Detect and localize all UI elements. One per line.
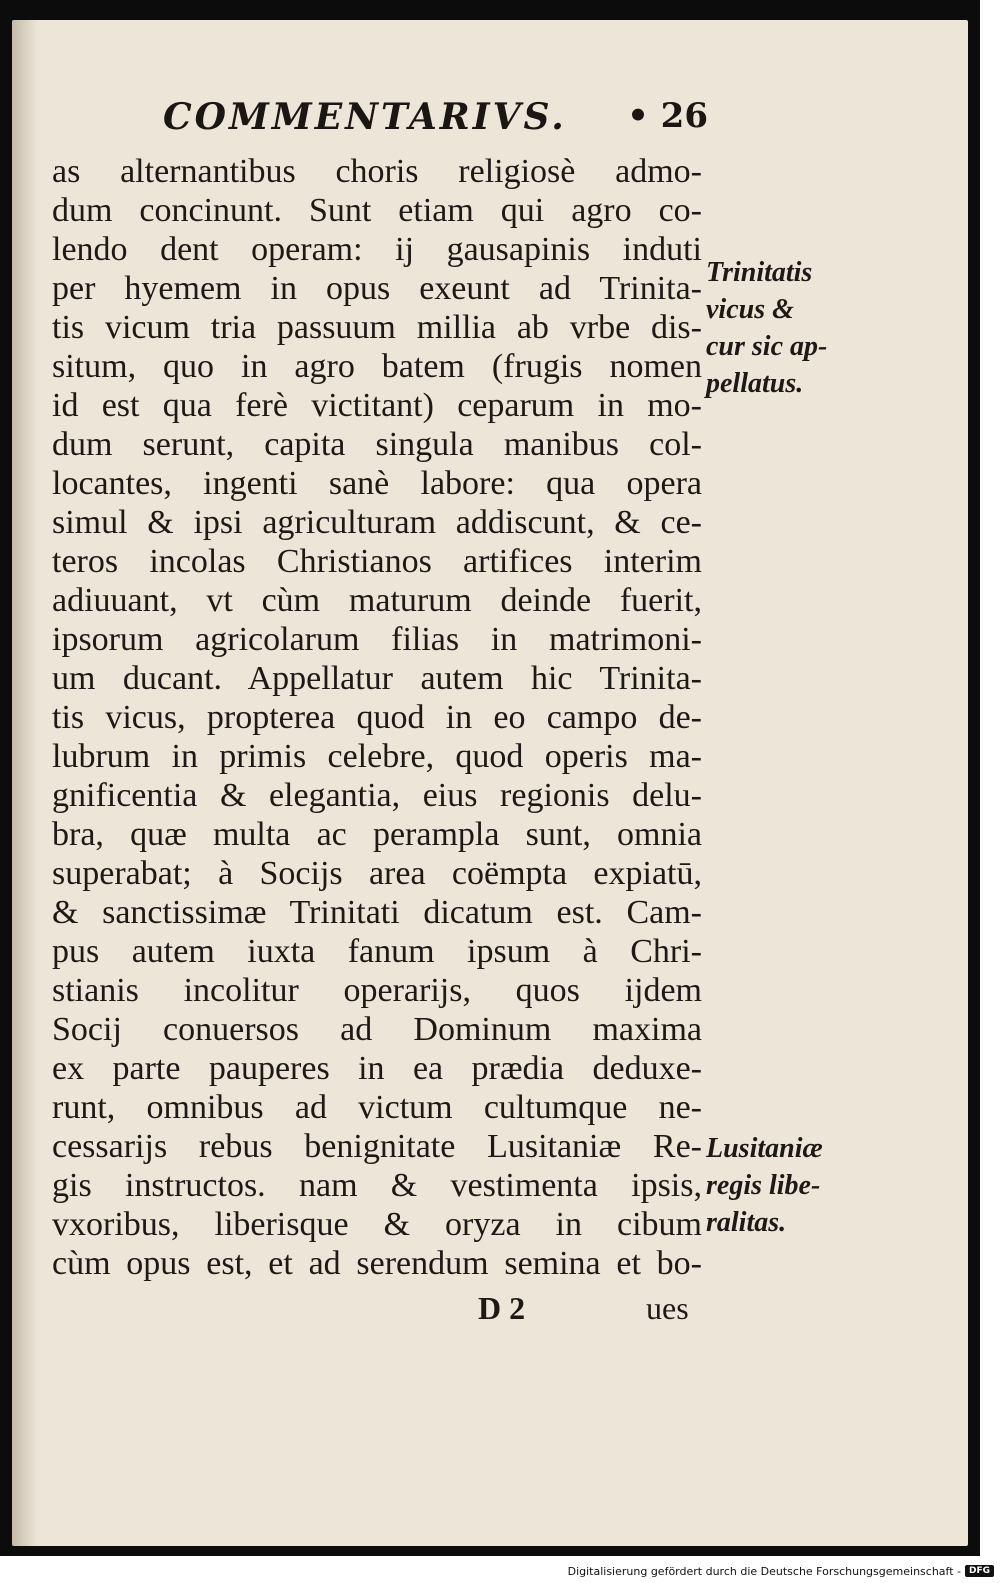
page-number: • 26 [627, 96, 708, 136]
text-line: tis vicus, propterea quod in eo campo de- [52, 699, 702, 736]
text-line: vxoribus, liberisque & oryza in cibum [52, 1206, 702, 1243]
running-head [163, 96, 708, 146]
text-line: tis vicum tria passuum millia ab vrbe dis- [52, 309, 702, 346]
page-gutter-shadow [12, 20, 38, 1546]
text-line: ex parte pauperes in ea prædia deduxe- [52, 1050, 702, 1087]
text-line: lubrum in primis celebre, quod operis ma- [52, 738, 702, 775]
marginal-line: pellatus. [706, 368, 804, 399]
text-line: per hyemem in opus exeunt ad Trinita- [52, 270, 702, 307]
text-line: cessarijs rebus benignitate Lusitaniæ Re- [52, 1128, 702, 1165]
marginal-line: Trinitatis [706, 257, 813, 288]
marginal-line: Lusitaniæ [706, 1133, 823, 1164]
marginal-line: regis libe- [706, 1170, 821, 1201]
text-line: cùm opus est, et ad serendum semina et bo- [52, 1245, 702, 1282]
text-line: teros incolas Christianos artifices interim [52, 543, 702, 580]
catchword: ues [646, 1290, 689, 1326]
text-line: um ducant. Appellatur autem hic Trinita- [52, 660, 702, 697]
text-line: dum serunt, capita singula manibus col- [52, 426, 702, 463]
marginal-line: ralitas. [706, 1207, 787, 1238]
text-line: Socij conuersos ad Dominum maxima [52, 1011, 702, 1048]
text-line: ipsorum agricolarum filias in matrimoni- [52, 621, 702, 658]
marginal-line: vicus & [706, 294, 794, 325]
marginal-line: cur sic ap- [706, 331, 828, 362]
text-line: pus autem iuxta fanum ipsum à Chri- [52, 933, 702, 970]
body-text [52, 152, 702, 1283]
running-head-title: COMMENTARIVS. [163, 96, 567, 138]
digitization-credit [568, 1562, 994, 1580]
credit-text: Digitalisierung gefördert durch die Deutsche Forschungsgemeinschaft - [567, 1564, 961, 1578]
text-line: bra, quæ multa ac perampla sunt, omnia [52, 816, 702, 853]
text-line: as alternantibus choris religiosè admo- [52, 153, 702, 190]
text-line: lendo dent operam: ij gausapinis induti [52, 231, 702, 268]
text-line: gnificentia & elegantia, eius regionis delu- [52, 777, 702, 814]
text-line: id est qua ferè victitant) ceparum in mo- [52, 387, 702, 424]
text-line: gis instructos. nam & vestimenta ipsis, [52, 1167, 702, 1204]
dfg-logo-icon: DFG [965, 1565, 994, 1577]
text-line: simul & ipsi agriculturam addiscunt, & ce- [52, 504, 702, 541]
text-line: locantes, ingenti sanè labore: qua opera [52, 465, 702, 502]
text-line: adiuuant, vt cùm maturum deinde fuerit, [52, 582, 702, 619]
text-line: runt, omnibus ad victum cultumque ne- [52, 1089, 702, 1126]
marginal-note-lusitaniae [706, 1130, 851, 1241]
text-line: situm, quo in agro batem (frugis nomen [52, 348, 702, 385]
signature-mark: D 2 [478, 1290, 526, 1326]
text-line: & sanctissimæ Trinitati dicatum est. Cam- [52, 894, 702, 931]
text-line: superabat; à Socijs area coëmpta expiatū, [52, 855, 702, 892]
text-line: dum concinunt. Sunt etiam qui agro co- [52, 192, 702, 229]
marginal-note-trinitatis [706, 254, 851, 402]
text-line: stianis incolitur operarijs, quos ijdem [52, 972, 702, 1009]
